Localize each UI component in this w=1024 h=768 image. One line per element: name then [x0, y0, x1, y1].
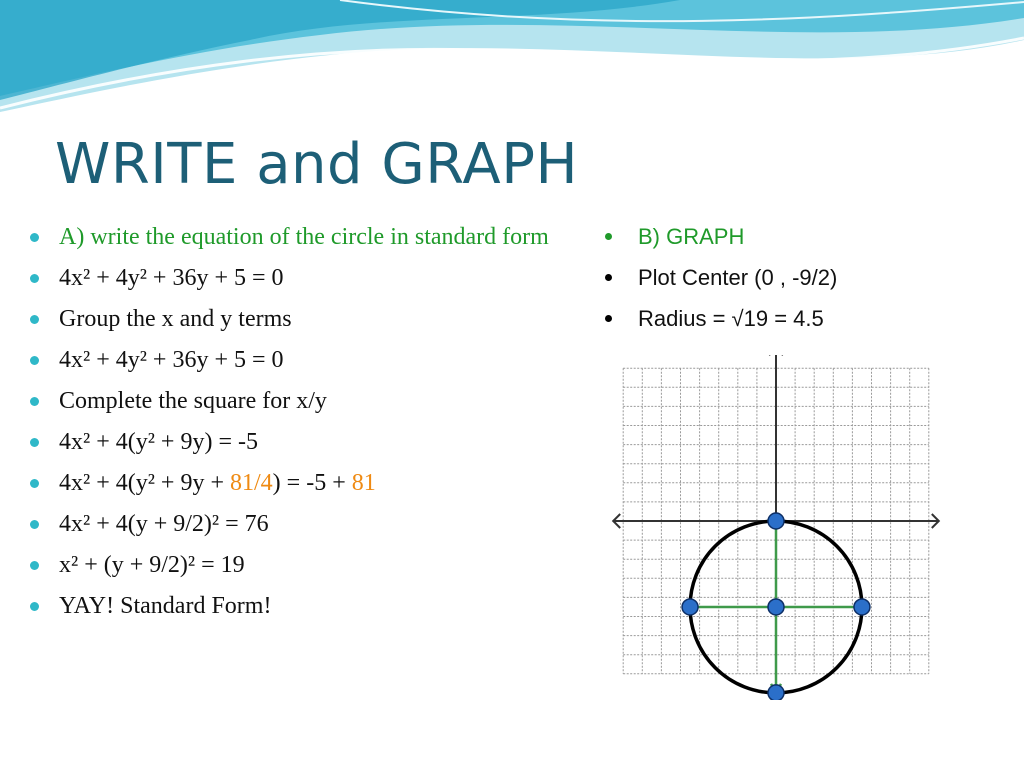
step-group-terms: Group the x and y terms	[30, 302, 550, 336]
circle-graph	[610, 355, 950, 700]
left-point	[682, 599, 698, 615]
step-completed-square-part2: ) = -5 +	[272, 470, 352, 496]
step-instruction: A) write the equation of the circle in standard form	[30, 220, 550, 254]
graph-steps-list	[605, 220, 1005, 343]
step-factored-equation: 4x² + 4(y² + 9y) = -5	[30, 425, 550, 459]
slide-title: WRITE and GRAPH	[55, 132, 579, 197]
step-completed-square	[30, 466, 550, 500]
step-squared-form: 4x² + 4(y + 9/2)² = 76	[30, 507, 550, 541]
step-original-equation: 4x² + 4y² + 36y + 5 = 0	[30, 261, 550, 295]
header-wave-decoration	[0, 0, 1024, 120]
circle-shapes	[682, 513, 870, 700]
added-term-left: 81/4	[230, 470, 273, 496]
step-complete-square-label: Complete the square for x/y	[30, 384, 550, 418]
plot-center-text: Plot Center (0 , -9/2)	[605, 261, 1005, 295]
step-grouped-equation: 4x² + 4y² + 36y + 5 = 0	[30, 343, 550, 377]
solution-steps-list	[30, 220, 550, 630]
top-point	[768, 513, 784, 529]
step-standard-form: x² + (y + 9/2)² = 19	[30, 548, 550, 582]
right-point	[854, 599, 870, 615]
step-completed-square-part1: 4x² + 4(y² + 9y +	[59, 470, 230, 496]
radius-text: Radius = √19 = 4.5	[605, 302, 1005, 336]
step-conclusion: YAY! Standard Form!	[30, 589, 550, 623]
bottom-point	[768, 685, 784, 700]
center-point	[768, 599, 784, 615]
added-term-right: 81	[351, 470, 376, 496]
graph-heading: B) GRAPH	[605, 220, 1005, 254]
